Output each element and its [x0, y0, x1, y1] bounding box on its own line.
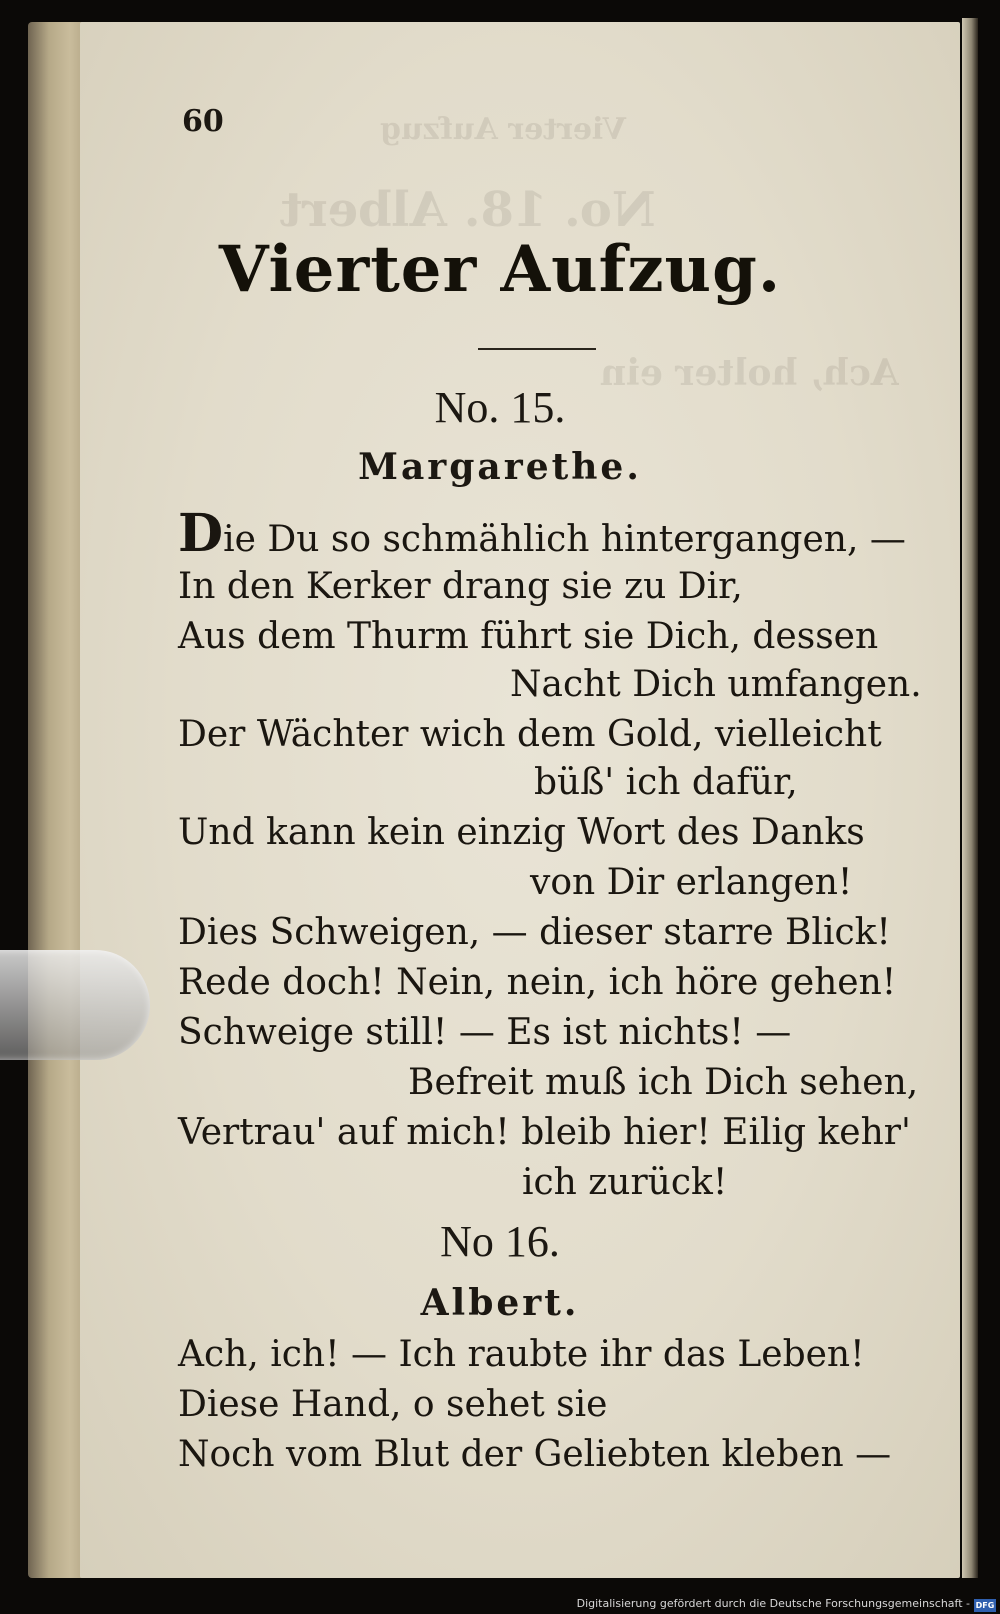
verse-line: büß' ich dafür,: [534, 762, 798, 803]
verse-line: Befreit muß ich Dich sehen,: [408, 1062, 919, 1103]
verse-line: Vertrau' auf mich! bleib hier! Eilig kehr': [178, 1112, 911, 1153]
page-number: 60: [182, 104, 224, 139]
act-title: Vierter Aufzug.: [218, 232, 782, 307]
verse-line: Diese Hand, o sehet sie: [178, 1384, 608, 1425]
verse-line: Ach, ich! — Ich raubte ihr das Leben!: [178, 1334, 865, 1375]
section-number: No 16.: [440, 1217, 560, 1266]
verse-line: In den Kerker drang sie zu Dir,: [178, 566, 743, 607]
speaker-name: Albert.: [420, 1282, 580, 1324]
page-clip: [0, 950, 150, 1060]
verse-line: Dies Schweigen, — dieser starre Blick!: [178, 912, 891, 953]
verse-line: ich zurück!: [522, 1162, 728, 1203]
section-number: No. 15.: [434, 383, 566, 432]
digitization-credit: Digitalisierung gefördert durch die Deutsche Forschungsgemeinschaft -: [576, 1597, 970, 1610]
verse-line: Noch vom Blut der Geliebten kleben —: [178, 1434, 892, 1475]
dfg-logo: DFG: [975, 1601, 995, 1610]
verse-line: Aus dem Thurm führt sie Dich, dessen: [178, 616, 879, 657]
verse-line: Und kann kein einzig Wort des Danks: [178, 812, 865, 853]
bleed-through-text: No. 18. Albert: [280, 182, 656, 238]
verse-line: von Dir erlangen!: [530, 862, 853, 903]
verse-line: Der Wächter wich dem Gold, vielleicht: [178, 714, 882, 755]
verse-line: Schweige still! — Es ist nichts! —: [178, 1012, 792, 1053]
speaker-name: Margarethe.: [358, 446, 642, 488]
bleed-through-text: Vierter Aufzug: [380, 112, 627, 147]
title-divider: [478, 348, 596, 350]
verse-line: [178, 503, 906, 564]
drop-cap: D: [178, 503, 224, 564]
verse-line: Rede doch! Nein, nein, ich höre gehen!: [178, 962, 897, 1003]
bleed-through-text: Ach, holter ein: [600, 352, 899, 394]
verse-line-text: ie Du so schmählich hintergangen, —: [223, 519, 906, 560]
verse-line: Nacht Dich umfangen.: [510, 664, 922, 705]
